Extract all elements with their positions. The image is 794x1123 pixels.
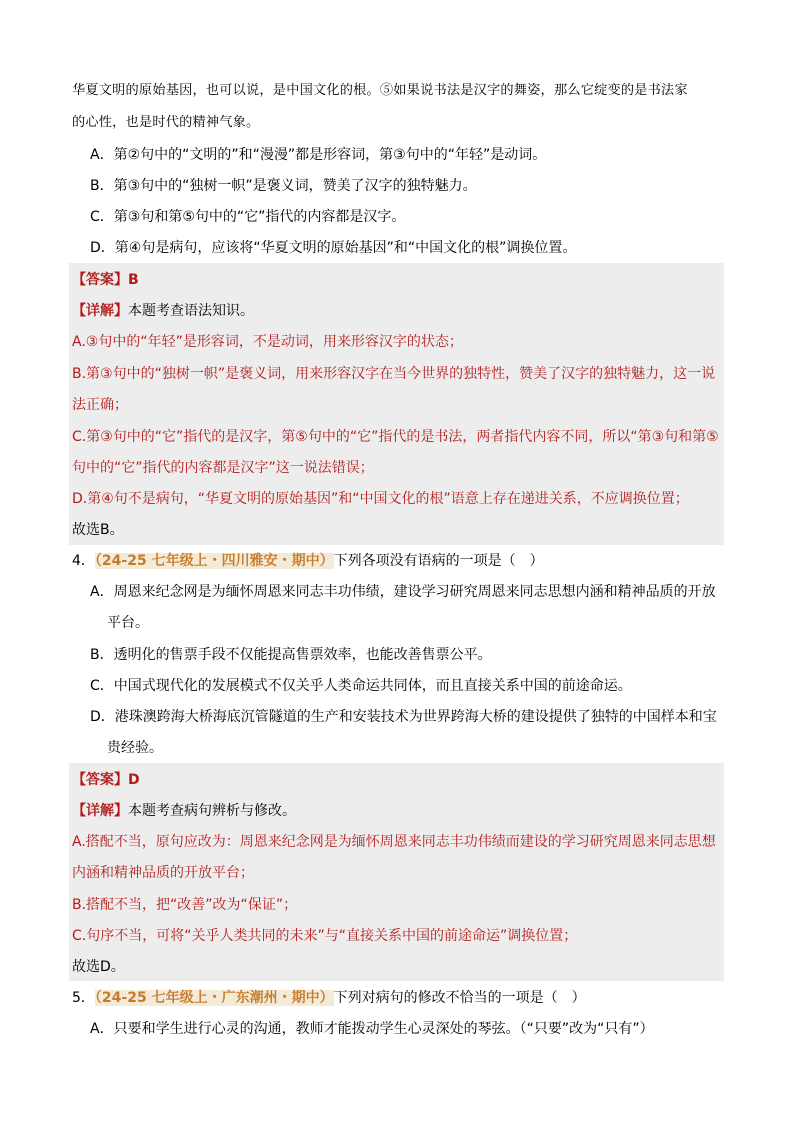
- q3-detail-line-c2: 句中的“它”指代的内容都是汉字”这一说法错误；: [72, 460, 374, 476]
- q3-detail-intro: [72, 301, 724, 321]
- answer-label: 【答案】: [72, 772, 128, 788]
- q3-stem-line-1: 华夏文明的原始基因，也可以说，是中国文化的根。⑤如果说书法是汉字的舞姿，那么它绽变的是书法家: [72, 83, 688, 98]
- q3-detail-line-c1: C.第③句中的“它”指代的是汉字，第⑤句中的“它”指代的是书法，两者指代内容不同，所以“第③句和第⑤: [72, 429, 719, 445]
- q4-detail-line-a2: 内涵和精神品质的开放平台；: [72, 865, 254, 881]
- q4-source-badge: （24-25 七年级上・四川雅安・期中）: [94, 553, 334, 569]
- q4-option-d-line-1: D．港珠澳跨海大桥海底沉管隧道的生产和安装技术为世界跨海大桥的建设提供了独特的中国样本和宝: [90, 709, 717, 725]
- q4-detail-intro: [72, 801, 724, 821]
- q4-option-a-line-1: A．周恩来纪念网是为缅怀周恩来同志丰功伟绩，建设学习研究周恩来同志思想内涵和精神品质的开放: [90, 584, 716, 600]
- q4-detail-line-b: B.搭配不当，把“改善”改为“保证”；: [72, 897, 298, 913]
- q5-source-badge: （24-25 七年级上・广东潮州・期中）: [94, 990, 334, 1006]
- q5-stem-text: 下列对病句的修改不恰当的一项是（ ）: [333, 990, 586, 1006]
- q4-option-c: C．中国式现代化的发展模式不仅关乎人类命运共同体，而且直接关系中国的前途命运。: [90, 678, 632, 694]
- q4-option-a-line-2: 平台。: [107, 615, 149, 631]
- q3-option-a: A．第②句中的“文明的”和“漫漫”都是形容词，第③句中的“年轻”是动词。: [90, 147, 547, 163]
- q4-detail-line-a1: A.搭配不当，原句应改为：周恩来纪念网是为缅怀周恩来同志丰功伟绩而建设的学习研究周恩来同志思想: [72, 834, 716, 850]
- q3-detail-conclusion: 故选B。: [72, 522, 124, 538]
- answer-value: B: [128, 272, 139, 288]
- q3-detail-line-b2: 法正确；: [72, 397, 128, 413]
- q3-answer: [72, 270, 724, 290]
- answer-value: D: [128, 772, 140, 788]
- q4-detail-conclusion: 故选D。: [72, 959, 125, 975]
- q4-number: 4．: [72, 553, 95, 569]
- q3-detail-line-d: D.第④句不是病句，“华夏文明的原始基因”和“中国文化的根”语意上存在递进关系，不应调换位置；: [72, 491, 689, 507]
- detail-label: 【详解】: [72, 803, 128, 819]
- q5-number: 5．: [72, 990, 95, 1006]
- q4-option-d-line-2: 贵经验。: [107, 740, 163, 756]
- detail-intro: 本题考查语法知识。: [128, 303, 254, 319]
- q4-detail-line-c: C.句序不当，可将“关乎人类共同的未来”与“直接关系中国的前途命运”调换位置；: [72, 928, 578, 944]
- q3-option-b: B．第③句中的“独树一帜”是褒义词，赞美了汉字的独特魅力。: [90, 178, 477, 194]
- detail-label: 【详解】: [72, 303, 128, 319]
- q4-stem: [72, 551, 724, 571]
- q3-option-c: C．第③句和第⑤句中的“它”指代的内容都是汉字。: [90, 209, 406, 225]
- q3-stem-line-2: 的心性，也是时代的精神气象。: [72, 115, 260, 130]
- q3-option-d: D．第④句是病句，应该将“华夏文明的原始基因”和“中国文化的根”调换位置。: [90, 240, 577, 256]
- q5-stem: [72, 988, 724, 1008]
- q3-detail-line-a: A.③句中的“年轻”是形容词，不是动词，用来形容汉字的状态；: [72, 334, 463, 350]
- answer-label: 【答案】: [72, 272, 128, 288]
- q5-option-a: A．只要和学生进行心灵的沟通，教师才能拨动学生心灵深处的琴弦。（“只要”改为“只有”）: [90, 1021, 654, 1037]
- q4-option-b: B．透明化的售票手段不仅能提高售票效率，也能改善售票公平。: [90, 647, 492, 663]
- detail-intro: 本题考查病句辨析与修改。: [128, 803, 296, 819]
- q3-detail-line-b1: B.第③句中的“独树一帜”是褒义词，用来形容汉字在当今世界的独特性，赞美了汉字的独特魅力，这一说: [72, 366, 716, 382]
- q4-answer: [72, 770, 724, 790]
- q4-stem-text: 下列各项没有语病的一项是（ ）: [333, 553, 544, 569]
